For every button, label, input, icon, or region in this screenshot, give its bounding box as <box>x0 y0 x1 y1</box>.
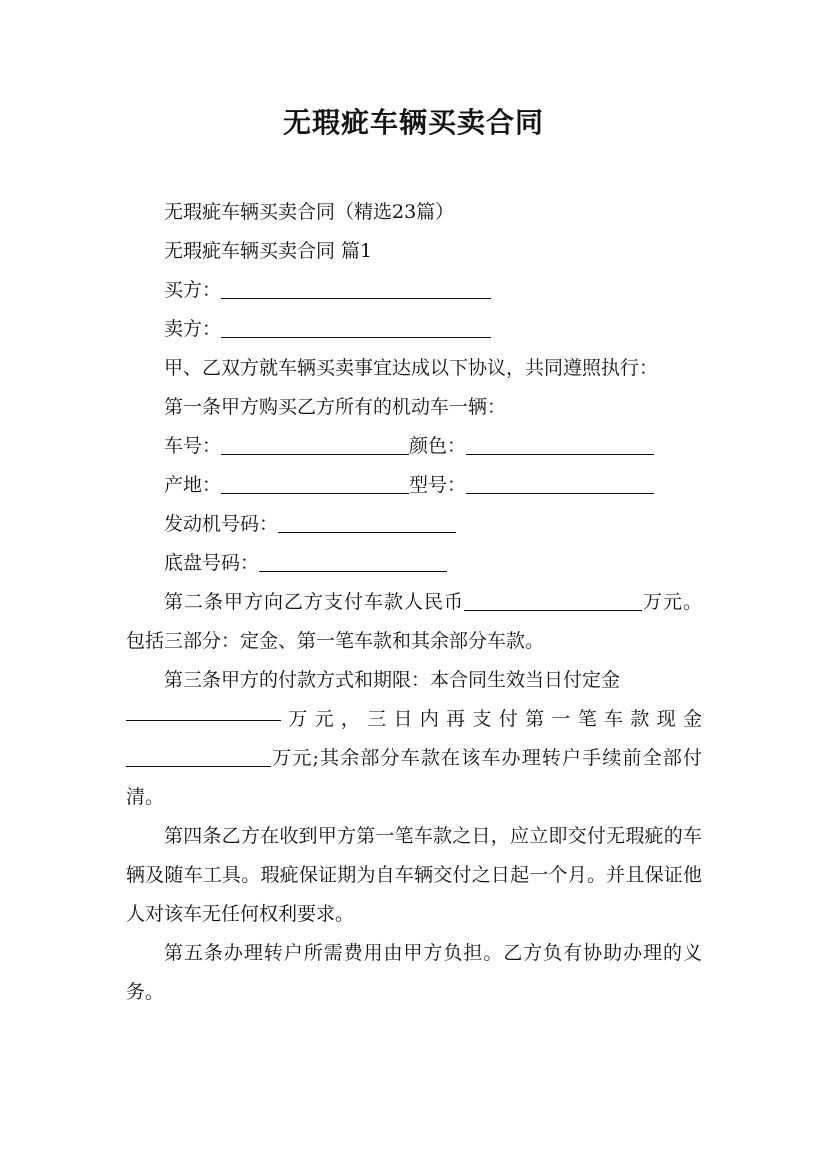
origin-label: 产地： <box>164 474 222 496</box>
document-body <box>126 193 702 1012</box>
paragraph-chassis <box>126 544 702 583</box>
article-3-char: 万 <box>288 708 308 730</box>
article-3-char: 金 <box>682 708 702 730</box>
article-3-char: 付 <box>498 708 518 730</box>
article-2-text-b: 万元。包括三部分：定金、第一笔车款和其余部分车款。 <box>126 591 702 652</box>
paragraph-plate-color <box>126 427 702 466</box>
seller-label: 卖方： <box>164 318 222 340</box>
engine-blank <box>278 512 456 533</box>
paragraph-article-4: 第四条乙方在收到甲方第一笔车款之日，应立即交付无瑕疵的车辆及随车工具。瑕疵保证期为自车辆交付之日起一个月。并且保证他人对该车无任何权利要求。 <box>126 825 702 925</box>
model-label: 型号： <box>409 474 467 496</box>
article-3-char: 款 <box>630 708 650 730</box>
article-3-char: 元 <box>314 708 334 730</box>
buyer-blank <box>221 278 491 299</box>
price-blank <box>464 590 642 611</box>
paragraph-article-heading: 无瑕疵车辆买卖合同 篇1 <box>164 240 373 262</box>
paragraph-article-1: 第一条甲方购买乙方所有的机动车一辆： <box>164 396 507 418</box>
paragraph-origin-model <box>126 466 702 505</box>
article-3-text-b <box>281 700 702 739</box>
article-3-char: 第 <box>525 708 545 730</box>
article-3-char: 三 <box>367 708 387 730</box>
paragraph-article-3-line-1: 第三条甲方的付款方式和期限：本合同生效当日付定金 <box>164 669 621 691</box>
model-blank <box>466 473 654 494</box>
plate-label: 车号： <box>164 435 222 457</box>
document-title: 无瑕疵车辆买卖合同 <box>282 106 544 139</box>
chassis-label: 底盘号码： <box>164 552 260 574</box>
color-label: 颜色： <box>409 435 467 457</box>
paragraph-article-5: 第五条办理转户所需费用由甲方负担。乙方负有协助办理的义务。 <box>126 942 702 1003</box>
chassis-blank <box>259 551 447 572</box>
paragraph-buyer <box>126 271 702 310</box>
paragraph-article-2 <box>126 583 702 661</box>
article-3-char: 再 <box>446 708 466 730</box>
color-blank <box>466 434 654 455</box>
paragraph-agreement: 甲、乙双方就车辆买卖事宜达成以下协议，共同遵照执行： <box>164 357 659 379</box>
buyer-label: 买方： <box>164 279 222 301</box>
article-3-char: 支 <box>472 708 492 730</box>
paragraph-article-3-line-2 <box>126 700 702 739</box>
article-3-char: ， <box>340 708 360 730</box>
article-3-text-c: 万元;其余部分车款在该车办理转户手续前全部付清。 <box>126 747 702 808</box>
seller-blank <box>221 317 491 338</box>
paragraph-engine <box>126 505 702 544</box>
article-3-char: 内 <box>419 708 439 730</box>
article-3-char: 一 <box>551 708 571 730</box>
article-3-char: 车 <box>604 708 624 730</box>
first-payment-blank <box>126 746 271 767</box>
engine-label: 发动机号码： <box>164 513 279 535</box>
paragraph-seller <box>126 310 702 349</box>
article-2-text-a: 第二条甲方向乙方支付车款人民币 <box>164 591 464 613</box>
paragraph-article-3-line-3 <box>126 739 702 817</box>
article-3-char: 日 <box>393 708 413 730</box>
deposit-blank <box>126 700 281 721</box>
article-3-char: 现 <box>656 708 676 730</box>
paragraph-intro: 无瑕疵车辆买卖合同（精选23篇） <box>164 201 455 223</box>
origin-blank <box>221 473 409 494</box>
article-3-char: 笔 <box>577 708 597 730</box>
plate-blank <box>221 434 409 455</box>
